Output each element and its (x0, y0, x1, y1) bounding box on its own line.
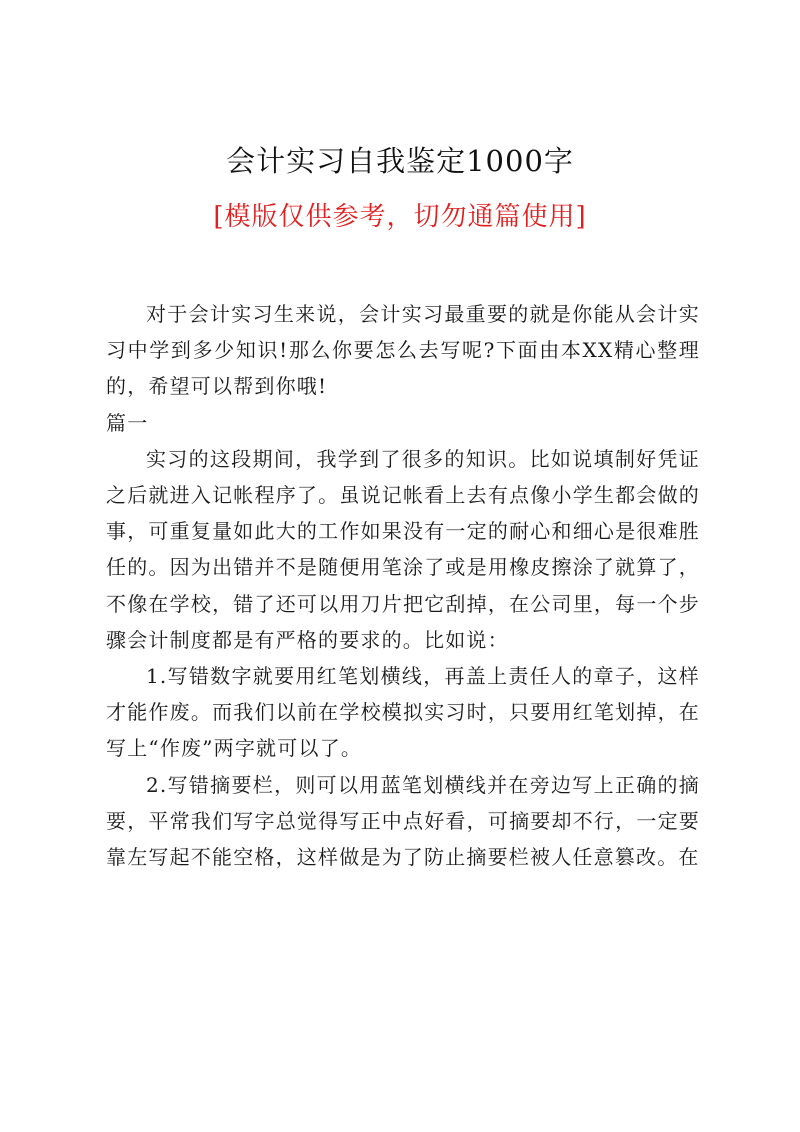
intro-paragraph: 对于会计实习生来说，会计实习最重要的就是你能从会计实习中学到多少知识!那么你要怎么去写呢?下面由本XX精心整理的，希望可以帮到你哦! (106, 302, 700, 399)
document-subtitle: [模版仅供参考，切勿通篇使用] (213, 202, 587, 232)
document-title: 会计实习自我鉴定1000字 (226, 144, 574, 178)
document-body (106, 296, 700, 875)
body-paragraph: 实习的这段期间，我学到了很多的知识。比如说填制好凭证之后就进入记帐程序了。虽说记帐看上去有点像小学生都会做的事，可重复量如此大的工作如果没有一定的耐心和细心是很难胜任的。因为出错并不是随便用笔涂了或是用橡皮擦涂了就算了，不像在学校，错了还可以用刀片把它刮掉，在公司里，每一个步骤会计制度都是有严格的要求的。比如说： (106, 446, 700, 652)
list-item-1: 1.写错数字就要用红笔划横线，再盖上责任人的章子，这样才能作废。而我们以前在学校模拟实习时，只要用红笔划掉，在写上“作废”两字就可以了。 (106, 664, 700, 761)
list-item-2: 2.写错摘要栏，则可以用蓝笔划横线并在旁边写上正确的摘要，平常我们写字总觉得写正中点好看，可摘要却不行，一定要靠左写起不能空格，这样做是为了防止摘要栏被人任意篡改。在 (106, 772, 700, 870)
section-heading: 篇一 (106, 410, 149, 435)
